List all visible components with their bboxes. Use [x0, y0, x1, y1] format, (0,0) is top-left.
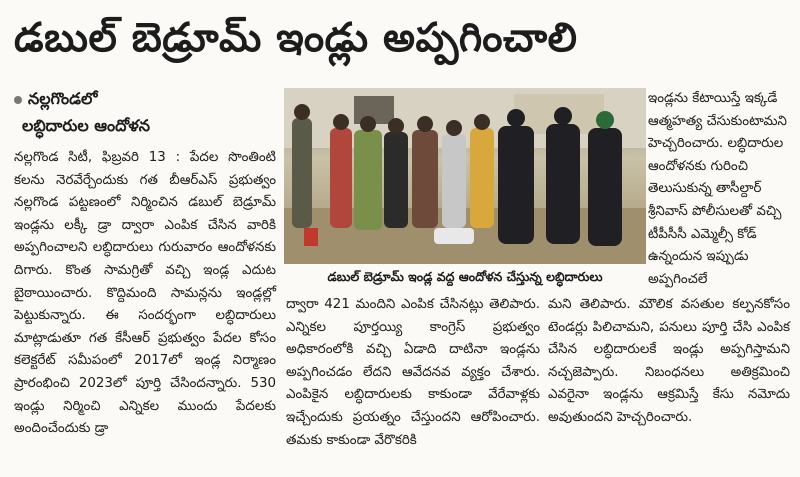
- article-column-2: ద్వారా 421 మందిని ఎంపిక చేసినట్లు తెలిపారు. ఎన్నికల పూర్తయ్యి కాంగ్రెస్ ప్రభుత్వం అధికారంలోకి వచ్చి ఏడాది దాటినా ఇండ్లను అప్పగించడం లేదని ఆవేదనవ వ్యక్తం చేశారు. ఎంపికైన లబ్ధిదారులకు కాకుండా వేరేవాళ్లకు ఇచ్చేందుకు ప్రయత్నం చేస్తుందని ఆరోపించారు. తమకు కాకుండా వేరొకరికి: [286, 297, 540, 448]
- bullet-icon: [14, 96, 22, 104]
- photo-caption: డబుల్ బెడ్రూమ్ ఇండ్ల వద్ద ఆందోళన చేస్తున్న లబ్ధిదారులు: [284, 264, 646, 290]
- article-column-3-bottom: మని తెలిపారు. మౌలిక వసతుల కల్పనకోసం టెండర్లు పిలిచామని, పనులు పూర్తి చేసి ఎంపిక చేసిన లబ్ధిదారులకే ఇండ్లు అప్పగిస్తామని నచ్చజెప్పారు. నిబంధనలు అతిక్రమించి ఎవరైనా ఇండ్లను ఆక్రమిస్తే కేసు నమోదు అవుతుందని హెచ్చరించారు.: [548, 297, 790, 425]
- news-photo: [284, 88, 646, 264]
- article-column-1: నల్లగొండ సిటీ, ఫిబ్రవరి 13 : పేదల సొంతింటి కలను నెరవేర్చేందుకు గత బీఆర్ఎస్ ప్రభుత్వం నల్లగొండ పట్టణంలో నిర్మించిన డబుల్ బెడ్రూమ్ ఇండ్లను లక్కీ డ్రా ద్వారా ఎంపిక చేసిన వారికి అప్పగించాలని లబ్ధిదారులు గురువారం ఆందోళనకు దిగారు. కొంత సామగ్రితో వచ్చి ఇండ్ల ఎదుట బైఠాయించారు. కొద్దిమంది సామన్లను ఇండ్లల్లో పెట్టుకున్నారు. ఈ సందర్భంగా లబ్ధిదారులు మాట్లాడుతూ గత కేసీఆర్ ప్రభుత్వం పేదల కోసం కలెక్టరేట్ సమీపంలో 2017లో ఇండ్ల నిర్మాణం ప్రారంభించి 2023లో పూర్తి చేసిందన్నారు. 530 ఇండ్లు నిర్మించి ఎన్నికల ముందు పేదలకు అందించేందుకు డ్రా: [14, 150, 276, 437]
- subhead-line2: లబ్ధిదారుల ఆందోళన: [22, 116, 151, 135]
- photo-illustration: [284, 88, 646, 264]
- subhead-line1: నల్లగొండలో: [28, 89, 98, 108]
- headline: డబుల్ బెడ్రూమ్ ఇండ్లు అప్పగించాలి: [14, 15, 578, 61]
- article-column-3-top: ఇండ్లను కేటాయిస్తే ఇక్కడే ఆత్మహత్య చేసుకుంటామని హెచ్చరించారు. లబ్ధిదారుల ఆందోళనకు గురించి తెలుసుకున్న తాసీల్దార్ శ్రీనివాస్ పోలీసులతో వచ్చి టీపీసీసీ ఎమ్మెల్సీ కోడ్ ఉన్నందున ఇప్పుడు అప్పగించలే: [648, 91, 787, 287]
- subhead: [14, 86, 276, 140]
